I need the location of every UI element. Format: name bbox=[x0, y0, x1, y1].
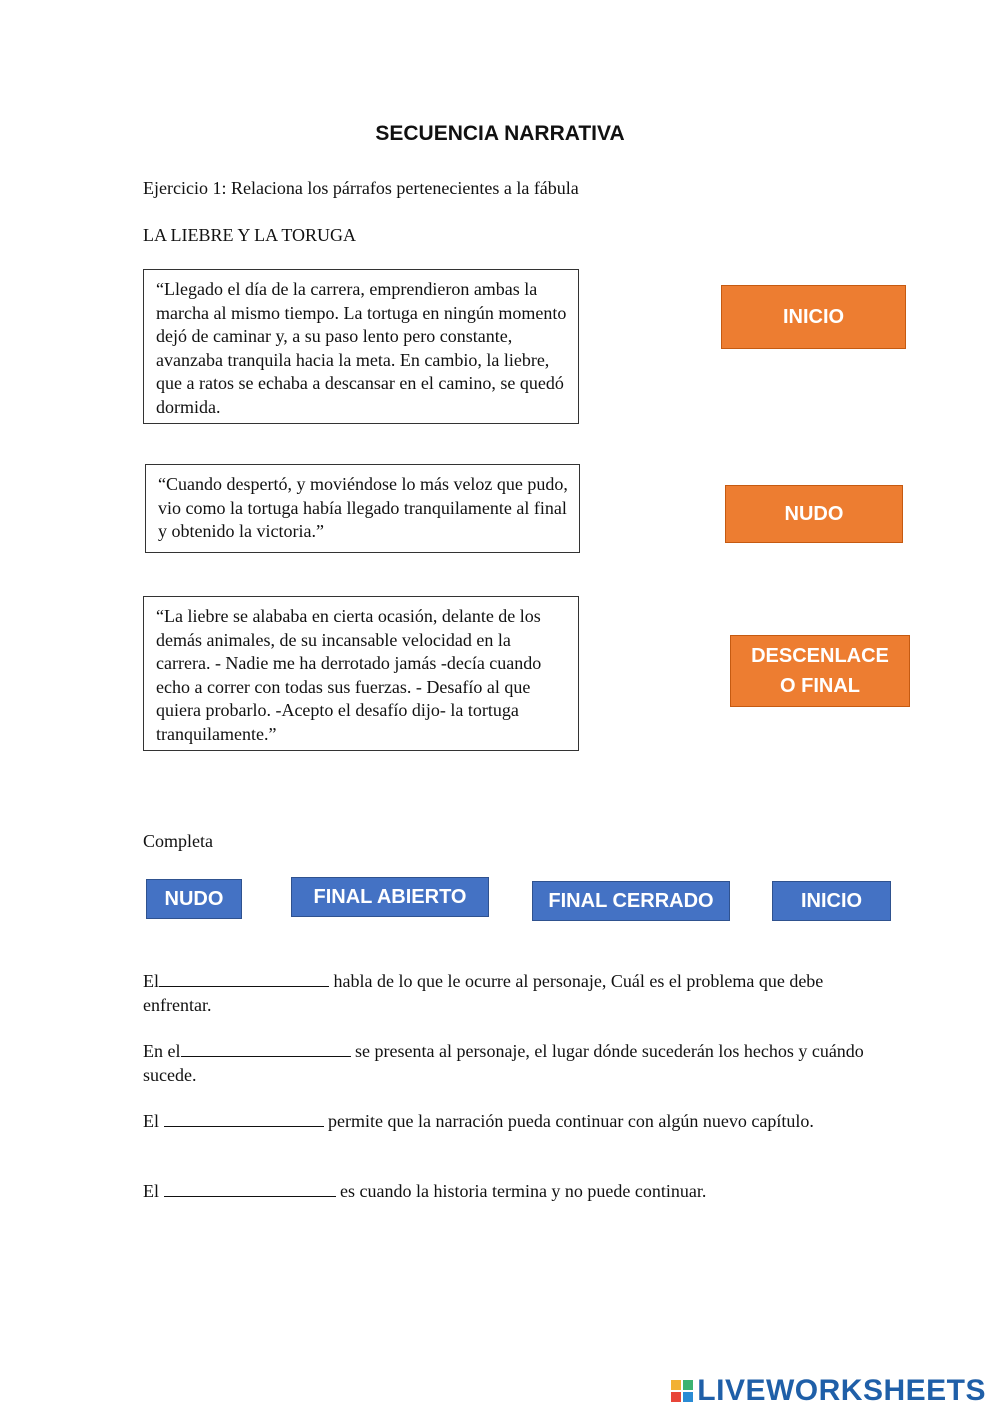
sentence-4-end: es cuando la historia termina y no puede continuar. bbox=[335, 1181, 707, 1201]
blank-4[interactable] bbox=[164, 1180, 336, 1197]
sentence-2-end: se presenta al personaje, el lugar dónde sucederán los hechos y cuándo sucede. bbox=[143, 1041, 864, 1085]
label-nudo-button[interactable]: NUDO bbox=[725, 485, 903, 543]
blank-2[interactable] bbox=[181, 1040, 351, 1057]
page-title: SECUENCIA NARRATIVA bbox=[375, 122, 625, 145]
label-inicio-button[interactable]: INICIO bbox=[721, 285, 906, 349]
completa-heading: Completa bbox=[143, 831, 213, 851]
fable-title: LA LIEBRE Y LA TORUGA bbox=[143, 225, 357, 245]
paragraph-box-3[interactable]: “La liebre se alababa en cierta ocasión, delante de los demás animales, de su incansable velocidad en la carrera. - Nadie me ha derrotado jamás -decía cuando echo a correr con todas sus fuerzas. - Desafío al que quiera probarlo. -Acepto el desafío dijo- la tortuga tranquilamente.” bbox=[143, 596, 579, 751]
option-final-cerrado-button[interactable]: FINAL CERRADO bbox=[532, 881, 730, 921]
sentence-4-start: El bbox=[143, 1181, 164, 1201]
sentence-3-end: permite que la narración pueda continuar con algún nuevo capítulo. bbox=[323, 1111, 814, 1131]
logo-squares-icon bbox=[671, 1380, 693, 1402]
blank-1[interactable] bbox=[159, 970, 329, 987]
label-desenlace-button[interactable]: DESCENLACE O FINAL bbox=[730, 635, 910, 707]
paragraph-box-1[interactable]: “Llegado el día de la carrera, emprendieron ambas la marcha al mismo tiempo. La tortuga en ningún momento dejó de caminar y, a su paso lento pero constante, avanzaba tranquila hacia la meta. En cambio, la liebre, que a ratos se echaba a descansar en el camino, se quedó dormida. bbox=[143, 269, 579, 424]
sentence-3-start: El bbox=[143, 1111, 164, 1131]
sentence-1 bbox=[143, 970, 863, 1017]
option-final-abierto-button[interactable]: FINAL ABIERTO bbox=[291, 877, 489, 917]
paragraph-box-2[interactable]: “Cuando despertó, y moviéndose lo más veloz que pudo, vio como la tortuga había llegado tranquilamente al final y obtenido la victoria.” bbox=[145, 464, 580, 553]
sentence-2-start: En el bbox=[143, 1041, 181, 1061]
exercise-instruction: Ejercicio 1: Relaciona los párrafos pertenecientes a la fábula bbox=[143, 178, 579, 198]
sentence-1-start: El bbox=[143, 971, 159, 991]
sentence-4 bbox=[143, 1180, 883, 1204]
option-inicio-button[interactable]: INICIO bbox=[772, 881, 891, 921]
sentence-3 bbox=[143, 1110, 843, 1134]
liveworksheets-logo bbox=[671, 1374, 986, 1408]
logo-text: LIVEWORKSHEETS bbox=[697, 1374, 986, 1407]
sentence-2 bbox=[143, 1040, 883, 1087]
option-nudo-button[interactable]: NUDO bbox=[146, 879, 242, 919]
blank-3[interactable] bbox=[164, 1110, 324, 1127]
sentence-1-end: habla de lo que le ocurre al personaje, Cuál es el problema que debe enfrentar. bbox=[143, 971, 824, 1015]
